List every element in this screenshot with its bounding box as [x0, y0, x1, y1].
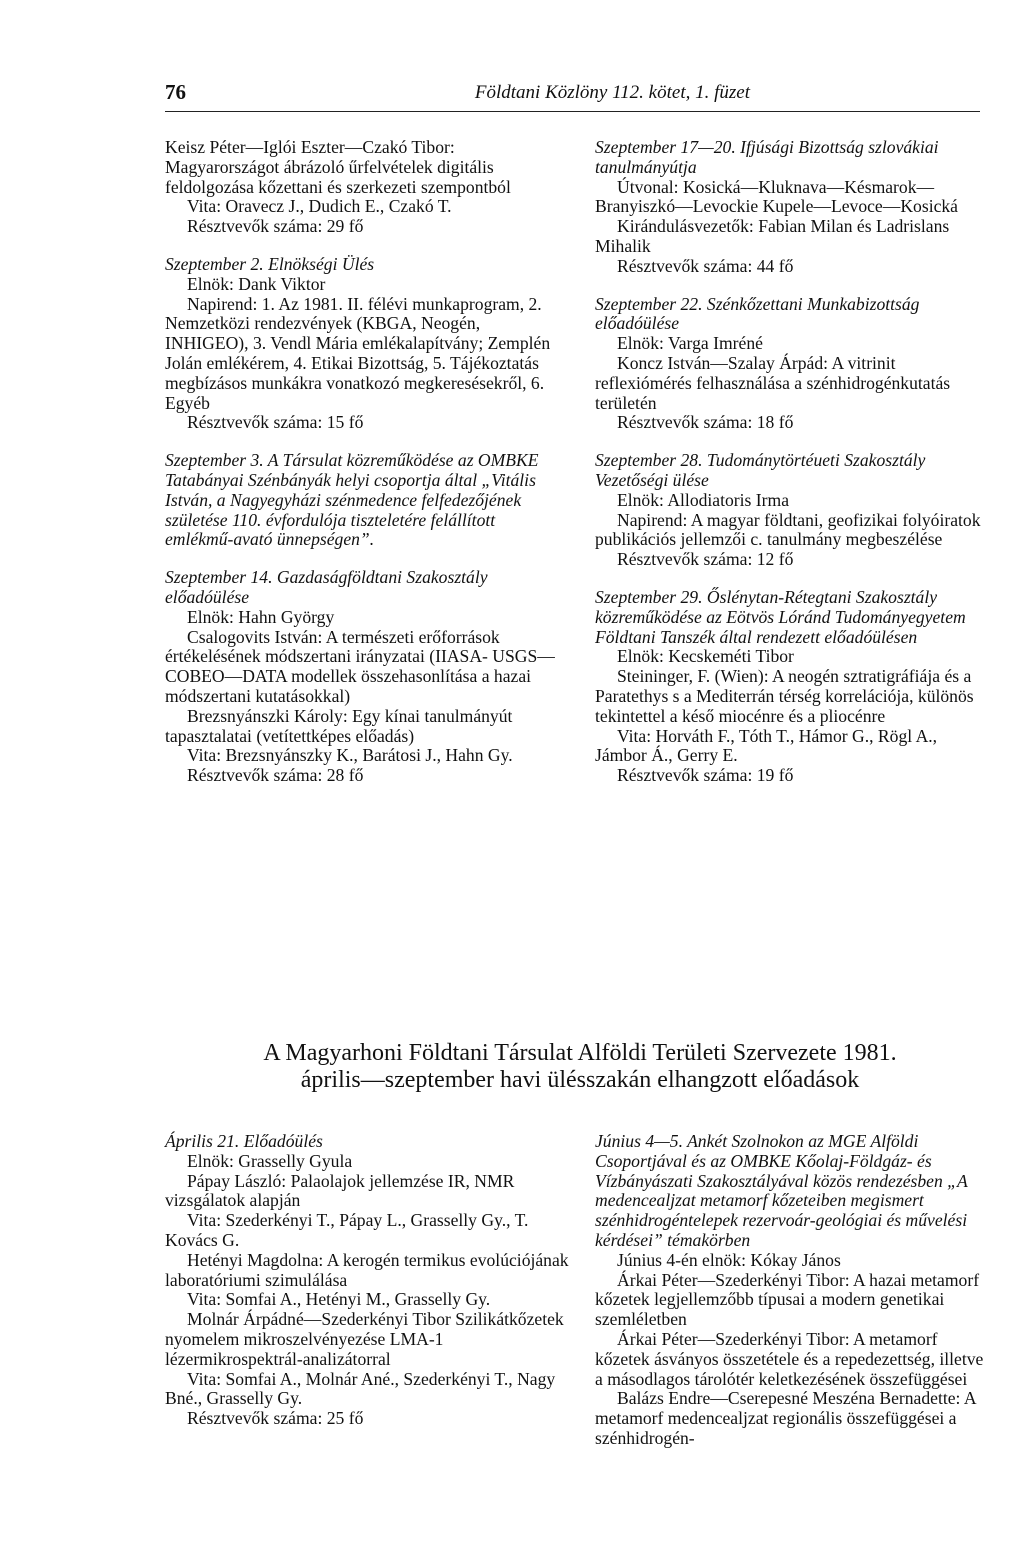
- section-title: [165, 1040, 995, 1094]
- chair: Elnök: Varga Imréné: [617, 333, 763, 354]
- attendance: Résztvevők száma: 44 fő: [617, 255, 794, 276]
- discussion: Vita: Somfai A., Hetényi M., Grasselly Gy.: [187, 1289, 491, 1310]
- discussion: Vita: Somfai A., Molnár Ané., Szederkényi T., Nagy Bné., Grasselly Gy.: [165, 1368, 556, 1409]
- chair: Elnök: Grasselly Gyula: [187, 1150, 353, 1171]
- lecture: Hetényi Magdolna: A kerogén termikus evolúciójának laboratóriumi szimulálása: [165, 1249, 569, 1290]
- agenda: Napirend: 1. Az 1981. II. félévi munkaprogram, 2. Nemzetközi rendezvények (KBGA, Neogén, INHIGEO), 3. Vendl Mária emlékalapítvány; Zemplén Jolán emlékérem, 4. Etikai Bizottság, 5. Tájékoztatás megbízásos munkákra vonatkozó megkeresésekről, 6. Egyéb: [165, 293, 551, 413]
- entry-title: Gazdaságföldtani Szakosztály előadóülése: [165, 567, 488, 607]
- entry-title: Őslénytan-Rétegtani Szakosztály közreműködése az Eötvös Lóránd Tudományegyetem Földtani Tanszék által rendezett előadóülésen: [595, 586, 966, 647]
- attendance: Résztvevők száma: 28 fő: [187, 765, 364, 786]
- entry-heading: [595, 1132, 990, 1251]
- attendance: Résztvevők száma: 25 fő: [187, 1408, 364, 1429]
- column-bottom-left: [165, 1132, 580, 1429]
- entry: [165, 451, 567, 550]
- entry-date: Szeptember 14.: [165, 567, 273, 588]
- section-title-line: A Magyarhoni Földtani Társulat Alföldi Területi Szervezete 1981.: [263, 1040, 897, 1066]
- section-title-line: április—szeptember havi ülésszakán elhangzott előadások: [300, 1067, 860, 1093]
- lecture: Balázs Endre—Cserepesné Meszéna Bernadette: A metamorf medencealjzat regionális összefüggései a szénhidrogén-: [595, 1388, 976, 1448]
- entry-date: Április 21.: [165, 1131, 240, 1151]
- running-head: Földtani Közlöny 112. kötet, 1. füzet: [474, 82, 750, 103]
- entry-title: Ifjúsági Bizottság szlovákiai tanulmányútja: [595, 137, 939, 177]
- lecture: Molnár Árpádné—Szederkényi Tibor Szilikátkőzetek nyomelem mikroszelvényezése LMA-1 lézermikrospektrál-analizátorral: [165, 1309, 564, 1369]
- entry-heading: [595, 588, 990, 647]
- lecture: Koncz István—Szalay Árpád: A vitrinit reflexiómérés felhasználása a szénhidrogénkutatás területén: [595, 352, 951, 413]
- lecture: Keisz Péter—Iglói Eszter—Czakó Tibor: Magyarországot ábrázoló űrfelvételek digitális feldolgozása kőzettani és szerkezeti szempontból: [165, 137, 511, 197]
- agenda: Napirend: A magyar földtani, geofizikai folyóiratok publikációs jellemzői c. tanulmány megbeszélése: [595, 509, 981, 550]
- entry: [165, 568, 567, 786]
- column-top-left: [165, 138, 567, 804]
- chair: Elnök: Allodiatoris Irma: [617, 489, 790, 510]
- chair: Elnök: Dank Viktor: [187, 273, 326, 294]
- discussion: Vita: Brezsnyánszky K., Barátosi J., Hahn Gy.: [187, 745, 513, 766]
- entry-date: Szeptember 3.: [165, 450, 264, 471]
- entry: [595, 295, 990, 434]
- discussion: Vita: Horváth F., Tóth T., Hámor G., Rögl A., Jámbor Á., Gerry E.: [595, 725, 938, 766]
- discussion: Vita: Oravecz J., Dudich E., Czakó T.: [187, 196, 452, 217]
- entry-heading: [595, 295, 990, 335]
- guides: Kirándulásvezetők: Fabian Milan és Ladrislans Mihalik: [595, 216, 950, 256]
- entry-heading: [595, 451, 990, 491]
- route: Útvonal: Kosická—Kluknava—Késmarok—Branyiszkó—Levockie Kupele—Levoce—Kosická: [595, 176, 958, 217]
- entry-date: Június 4—5.: [595, 1131, 683, 1151]
- entry-date: Szeptember 22.: [595, 293, 703, 314]
- lecture: Árkai Péter—Szederkényi Tibor: A hazai metamorf kőzetek legjellemzőbb típusai a modern genetikai szemléletben: [595, 1269, 980, 1330]
- column-top-right: [595, 138, 990, 804]
- entry-heading: [595, 138, 990, 178]
- attendance: Résztvevők száma: 18 fő: [617, 412, 794, 433]
- lecture: Árkai Péter—Szederkényi Tibor: A metamorf kőzetek ásványos összetétele és a repedezettség, illetve a másodlagos tárolótér keletkezésének összefüggései: [595, 1328, 984, 1389]
- entry-heading: [165, 255, 567, 275]
- entry-date: Szeptember 17—20.: [595, 137, 736, 157]
- discussion: Vita: Szederkényi T., Pápay L., Grasselly Gy., T. Kovács G.: [165, 1210, 529, 1250]
- chair: Június 4-én elnök: Kókay János: [617, 1249, 841, 1270]
- entry-date: Szeptember 28.: [595, 450, 703, 471]
- entry: [595, 451, 990, 570]
- entry: [165, 138, 567, 237]
- attendance: Résztvevők száma: 29 fő: [187, 216, 364, 237]
- entry-date: Szeptember 2.: [165, 253, 264, 274]
- attendance: Résztvevők száma: 12 fő: [617, 549, 794, 570]
- lecture: Steininger, F. (Wien): A neogén sztratigráfiája és a Paratethys s a Mediterrán térség korrelációja, különös tekintettel a késő miocénre és a pliocénre: [595, 666, 974, 726]
- entry-title: Elnökségi Ülés: [268, 253, 375, 274]
- lecture: Pápay László: Palaolajok jellemzése IR, NMR vizsgálatok alapján: [165, 1170, 515, 1211]
- header-rule: [165, 111, 980, 112]
- entry-title: Ankét Szolnokon az MGE Alföldi Csoportjával és az OMBKE Kőolaj-Földgáz- és Vízbányászati Szakosztályával közös rendezésben „A medencealjzat metamorf kőzeteiben megismert szénhidrogéntelepek rezervoár-geológiai és művelési kérdései” témakörben: [595, 1131, 968, 1250]
- attendance: Résztvevők száma: 15 fő: [187, 412, 364, 433]
- entry-title: Előadóülés: [243, 1131, 323, 1151]
- entry-title: A Társulat közreműködése az OMBKE Tatabányai Szénbányák helyi csoportja által „Vitális István, a Nagyegyházi szénmedence felfedezőjének születése 110. évfordulója tiszteletére felállított emlékmű-avató ünnepségen”.: [165, 450, 539, 550]
- entry-title: Tudománytörtéueti Szakosztály Vezetőségi ülése: [595, 450, 926, 490]
- attendance: Résztvevők száma: 19 fő: [617, 765, 794, 786]
- entry-date: Szeptember 29.: [595, 586, 703, 607]
- page-number: 76: [165, 80, 186, 104]
- entry: [595, 588, 990, 786]
- column-bottom-right: [595, 1132, 990, 1449]
- entry: [595, 138, 990, 277]
- entry-heading: [165, 451, 567, 550]
- lecture: Csalogovits István: A természeti erőforrások értékelésének módszertani irányzatai (IIASA- USGS—COBEO—DATA modellek összehasonlítása a hazai módszertani kutatásokkal): [165, 626, 555, 706]
- chair: Elnök: Hahn György: [187, 606, 335, 627]
- entry-heading: [165, 1132, 580, 1152]
- chair: Elnök: Kecskeméti Tibor: [617, 646, 794, 667]
- entry: [165, 255, 567, 433]
- entry-title: Szénkőzettani Munkabizottság előadóülése: [595, 293, 920, 334]
- entry-heading: [165, 568, 567, 608]
- page-header: [165, 80, 980, 110]
- lecture: Brezsnyánszki Károly: Egy kínai tanulmányút tapasztalatai (vetítettképes előadás): [165, 705, 513, 746]
